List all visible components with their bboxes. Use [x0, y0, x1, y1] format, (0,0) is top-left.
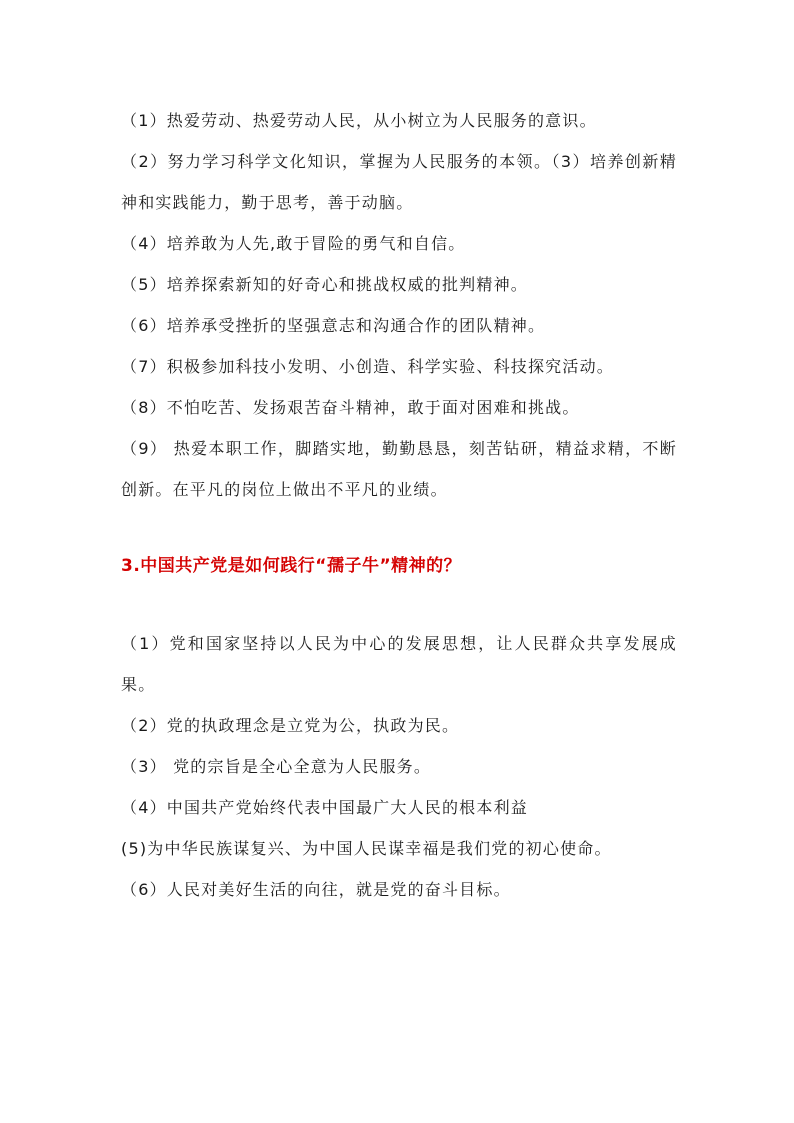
- list-item: （4）中国共产党始终代表中国最广大人民的根本利益: [121, 798, 528, 817]
- list-item: （8）不怕吃苦、发扬艰苦奋斗精神，敢于面对困难和挑战。: [121, 398, 580, 417]
- list-item: （6）人民对美好生活的向往，就是党的奋斗目标。: [121, 880, 511, 899]
- section-heading: 3.中国共产党是如何践行“孺子牛”精神的？: [121, 556, 462, 576]
- list-item: (5)为中华民族谋复兴、为中国人民谋幸福是我们党的初心使命。: [121, 839, 612, 858]
- list-item: （2）党的执政理念是立党为公，执政为民。: [121, 716, 460, 735]
- list-item: （4）培养敢为人先,敢于冒险的勇气和自信。: [121, 234, 466, 253]
- list-item: （5）培养探索新知的好奇心和挑战权威的批判精神。: [121, 275, 528, 294]
- list-item: （1）热爱劳动、热爱劳动人民，从小树立为人民服务的意识。: [121, 111, 597, 130]
- list-item: （3） 党的宗旨是全心全意为人民服务。: [121, 757, 432, 776]
- list-item: （1）党和国家坚持以人民为中心的发展思想，让人民群众共享发展成果。: [121, 634, 677, 694]
- list-item: （7）积极参加科技小发明、小创造、科学实验、科技探究活动。: [121, 357, 614, 376]
- list-item: （6）培养承受挫折的坚强意志和沟通合作的团队精神。: [121, 316, 546, 335]
- list-item: （2）努力学习科学文化知识，掌握为人民服务的本领。（3）培养创新精神和实践能力，勤于思考，善于动脑。: [121, 152, 677, 212]
- document-content: [121, 100, 677, 910]
- list-item: （9） 热爱本职工作，脚踏实地，勤勤恳恳，刻苦钻研，精益求精，不断创新。在平凡的岗位上做出不平凡的业绩。: [121, 439, 677, 499]
